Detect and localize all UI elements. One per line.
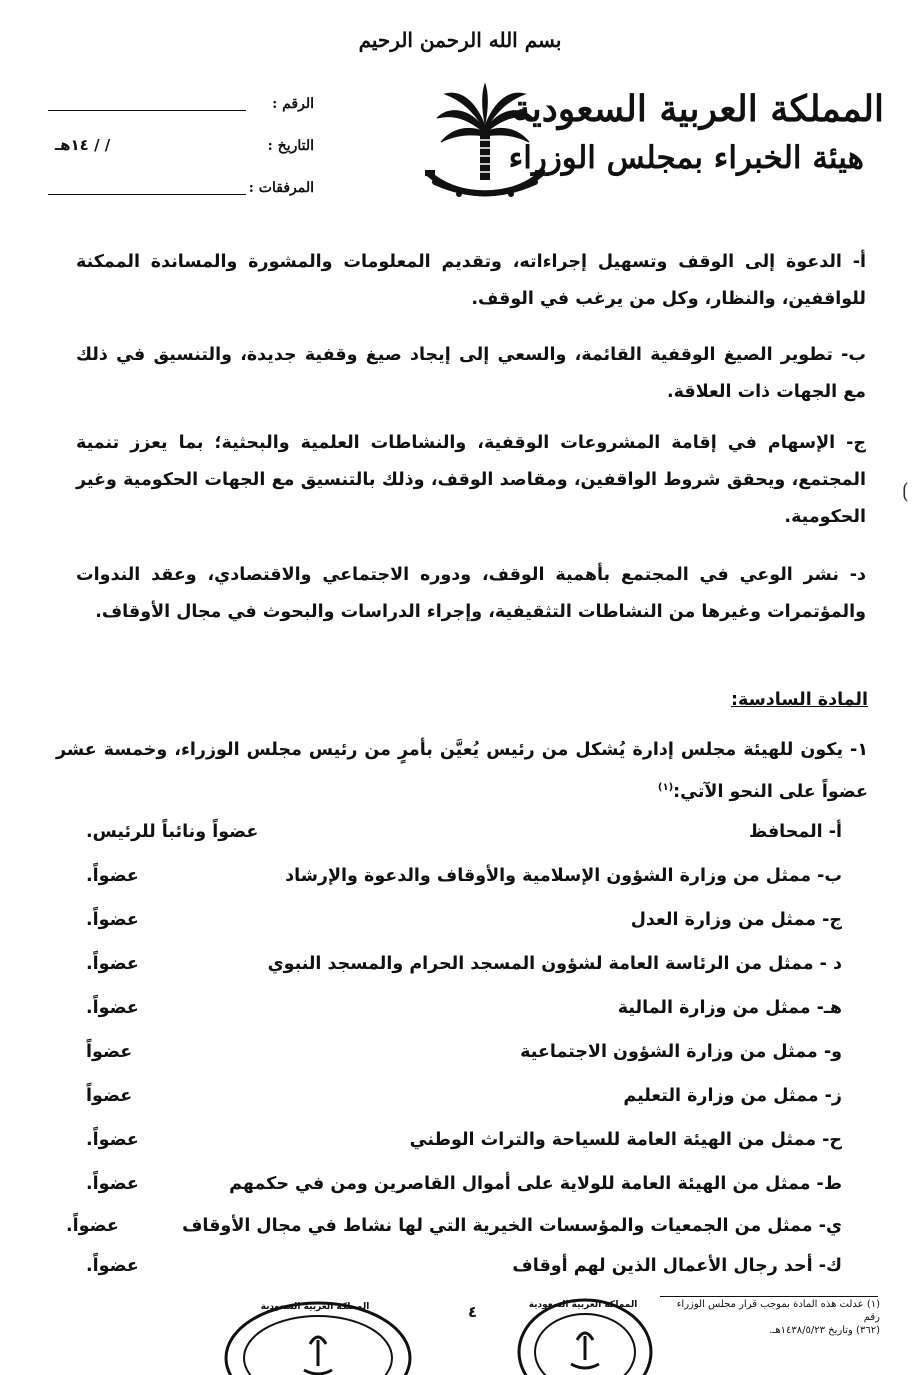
kingdom-title: المملكة العربية السعودية — [512, 88, 884, 130]
member-role: عضواً — [86, 1042, 133, 1062]
paragraph-text: أ- الدعوة إلى الوقف وتسهيل إجراءاته، وتقديم المعلومات والمشورة والمساندة الممكنة للواقفين، والنظار، وكل من يرغب في الوقف. — [76, 252, 866, 309]
paragraph-text: ج- الإسهام في إقامة المشروعات الوقفية، والنشاطات العلمية والبحثية؛ بما يعزز تنمية المجتمع، ويحقق شروط الواقفين، ومقاصد الوقف، وذلك بالتنسيق مع الجهات الحكومية وغير الحكومية. — [76, 433, 866, 527]
footnote-line-2: (٣٦٢) وتاريخ ١٤٣٨/٥/٢٣هـ. — [769, 1325, 880, 1336]
agency-title: هيئة الخبراء بمجلس الوزراء — [508, 140, 864, 176]
right-stamp-text: المملكة العربية السعودية — [528, 1300, 638, 1310]
member-row — [56, 866, 868, 906]
paragraph-text: د- نشر الوعي في المجتمع بأهمية الوقف، ودوره الاجتماعي والاقتصادي، وعقد الندوات والمؤتمرات وغيرها من النشاطات التثقيفية، وإجراء الدراسات والبحوث في مجال الأوقاف. — [76, 565, 866, 622]
member-role: عضواً. — [86, 1174, 139, 1194]
basmala: بسم الله الرحمن الرحيم — [358, 28, 562, 52]
member-role: عضواً — [86, 1086, 133, 1106]
member-label: د - ممثل من الرئاسة العامة لشؤون المسجد الحرام والمسجد النبوي — [267, 954, 842, 974]
member-role: عضواً. — [86, 1130, 139, 1150]
clause-1 — [56, 732, 868, 811]
member-label: ز- ممثل من وزارة التعليم — [623, 1086, 842, 1106]
member-role: عضواً. — [86, 910, 139, 930]
paragraph-text: ب- تطوير الصيغ الوقفية القائمة، والسعي إلى إيجاد صيغ وقفية جديدة، والتنسيق في ذلك مع الجهات ذات العلاقة. — [76, 345, 866, 402]
clause-1-body: ١- يكون للهيئة مجلس إدارة يُشكل من رئيس يُعيَّن بأمرٍ من رئيس مجلس الوزراء، وخمسة عشر عضواً على النحو الآتي: — [56, 740, 868, 802]
footnote-line-1: (١) عدلت هذه المادة بموجب قرار مجلس الوزراء رقم — [676, 1299, 880, 1323]
paragraph-c — [76, 425, 866, 536]
margin-bracket: ⟮ — [902, 478, 909, 502]
member-role: عضواً. — [66, 1216, 119, 1236]
member-role: عضواً ونائباً للرئيس. — [86, 822, 259, 842]
member-label: ج- ممثل من وزارة العدل — [630, 910, 842, 930]
member-label: هـ- ممثل من وزارة المالية — [617, 998, 842, 1018]
member-role: عضواً. — [86, 954, 139, 974]
member-label: أ- المحافظ — [748, 822, 842, 842]
member-row — [56, 1216, 868, 1256]
member-role: عضواً. — [86, 1256, 139, 1276]
member-label: و- ممثل من وزارة الشؤون الاجتماعية — [520, 1042, 842, 1062]
member-row — [56, 1256, 868, 1296]
clause-1-text — [56, 732, 868, 811]
member-row — [56, 1130, 868, 1170]
member-label: ح- ممثل من الهيئة العامة للسياحة والتراث الوطني — [409, 1130, 842, 1150]
member-role: عضواً. — [86, 866, 139, 886]
footnote-rule — [660, 1296, 878, 1297]
member-label: ط- ممثل من الهيئة العامة للولاية على أموال القاصرين ومن في حكمهم — [229, 1174, 842, 1194]
page-number: ٤ — [468, 1303, 478, 1321]
date-value: / / ١٤هـ — [55, 136, 111, 154]
section-heading: المادة السادسة: — [730, 690, 868, 710]
footnote-ref: (١) — [657, 782, 674, 793]
member-role: عضواً. — [86, 998, 139, 1018]
attachments-line — [48, 194, 246, 195]
member-label: ب- ممثل من وزارة الشؤون الإسلامية والأوقاف والدعوة والإرشاد — [285, 866, 842, 886]
member-label: ك- أحد رجال الأعمال الذين لهم أوقاف — [512, 1256, 842, 1276]
member-row — [56, 910, 868, 950]
footnote — [660, 1298, 880, 1337]
member-row — [56, 998, 868, 1038]
member-row — [56, 1086, 868, 1126]
attachments-label: المرفقات : — [248, 180, 314, 196]
member-row — [56, 1042, 868, 1082]
date-label: التاريخ : — [267, 138, 314, 154]
number-label: الرقم : — [272, 96, 314, 112]
member-row — [56, 954, 868, 994]
member-label: ي- ممثل من الجمعيات والمؤسسات الخيرية التي لها نشاط في مجال الأوقاف — [182, 1216, 842, 1236]
paragraph-b — [76, 337, 866, 411]
member-row — [56, 1174, 868, 1214]
member-row — [56, 822, 868, 862]
left-stamp-text: المملكة العربية السعودية — [260, 1302, 370, 1312]
paragraph-d — [76, 557, 866, 631]
number-line — [48, 110, 246, 111]
paragraph-a — [76, 244, 866, 318]
